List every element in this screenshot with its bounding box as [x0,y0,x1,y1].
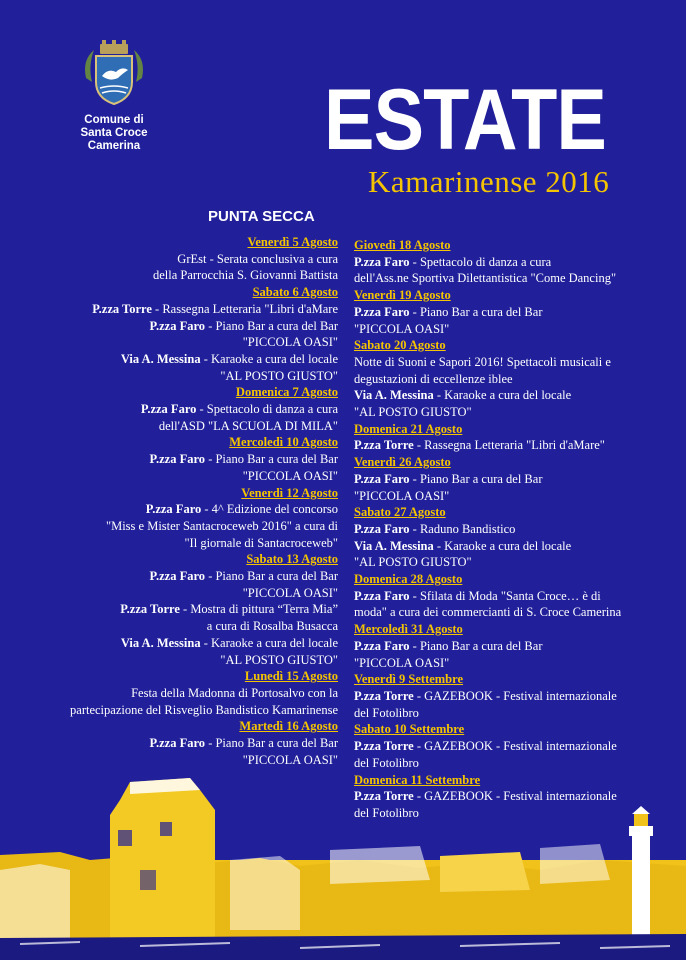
event-venue: Via A. Messina [120,635,201,650]
event-venue: P.zza Faro [354,521,410,536]
event-venue: P.zza Torre [354,789,414,804]
event-description: del Fotolibro [354,805,419,820]
event-description: "PICCOLA OASI" [242,335,338,350]
event-description: "Il giornale di Santacroceweb" [184,535,338,550]
event-line [354,705,674,722]
events-column-right [354,237,674,822]
event-description: - Raduno Bandistico [409,521,516,536]
event-date: Sabato 27 Agosto [354,505,446,520]
event-description: partecipazione del Risveglio Bandistico Kamarinense [70,702,338,717]
event-date: Mercoledì 31 Agosto [354,622,463,637]
event-description: - Rassegna Letteraria "Libri d'aMare" [413,438,605,453]
event-line [354,354,674,371]
event-date: Venerdì 12 Agosto [241,485,338,500]
event-venue: P.zza Faro [354,471,410,486]
event-description: "PICCOLA OASI" [242,585,338,600]
event-description: del Fotolibro [354,705,419,720]
municipality-name [62,114,166,153]
event-description: - GAZEBOOK - Festival internazionale [413,688,617,703]
location-heading: PUNTA SECCA [208,208,315,225]
event-line [30,334,338,351]
event-date: Martedì 16 Agosto [239,719,338,734]
event-line [354,588,674,605]
event-venue: P.zza Torre [92,301,152,316]
event-date: Domenica 7 Agosto [235,385,338,400]
event-line [30,418,338,435]
event-line [354,304,674,321]
event-description: - Karaoke a cura del locale [433,388,572,403]
event-description: degustazioni di eccellenze iblee [354,371,513,386]
event-line [354,371,674,388]
event-date: Sabato 6 Agosto [252,285,338,300]
event-line [354,738,674,755]
municipality-line: Camerina [87,140,141,152]
event-line [30,585,338,602]
event-line [30,702,338,719]
event-line [30,618,338,635]
event-description: - Karaoke a cura del locale [200,635,338,650]
event-date: Sabato 10 Settembre [354,722,465,737]
event-venue: P.zza Torre [354,688,414,703]
event-venue: P.zza Faro [149,452,206,467]
event-line [30,368,338,385]
event-line [30,451,338,468]
event-line [30,518,338,535]
event-date: Sabato 13 Agosto [246,552,338,567]
event-venue: P.zza Faro [354,254,410,269]
event-description: - Piano Bar a cura del Bar [205,569,338,584]
event-venue: P.zza Faro [354,304,410,319]
event-venue: P.zza Torre [354,739,414,754]
event-description: "PICCOLA OASI" [354,655,450,670]
event-line [354,404,674,421]
event-line [30,251,338,268]
event-description: - Sfilata di Moda "Santa Croce… è di [409,588,601,603]
event-venue: Via A. Messina [354,388,434,403]
event-line [30,401,338,418]
event-description: - Spettacolo di danza a cura [409,254,552,269]
event-description: - Piano Bar a cura del Bar [409,471,543,486]
event-date: Giovedì 18 Agosto [354,238,451,252]
event-line [354,538,674,555]
poster-subtitle: Kamarinense 2016 [368,164,610,199]
event-description: - Karaoke a cura del locale [200,351,338,366]
event-date: Lunedì 15 Agosto [244,669,338,684]
event-description: - Karaoke a cura del locale [433,538,572,553]
event-description: della Parrocchia S. Giovanni Battista [152,268,338,283]
event-description: "PICCOLA OASI" [354,321,450,336]
event-description: "Miss e Mister Santacroceweb 2016" a cura di [105,518,338,533]
event-description: - Mostra di pittura “Terra Mia” [179,602,338,617]
event-description: - Rassegna Letteraria "Libri d'aMare [151,301,338,316]
event-description: moda" a cura dei commercianti di S. Croce Camerina [354,605,622,620]
event-description: a cura di Rosalba Busacca [206,619,338,634]
event-venue: P.zza Faro [354,638,410,653]
event-line [354,488,674,505]
event-line [30,301,338,318]
event-description: "AL POSTO GIUSTO" [354,555,472,570]
event-description: "PICCOLA OASI" [242,752,338,767]
coat-of-arms-icon [78,38,150,110]
event-venue: P.zza Faro [140,402,197,417]
event-line [30,568,338,585]
event-line [354,471,674,488]
event-venue: P.zza Torre [120,602,180,617]
event-venue: P.zza Faro [149,569,206,584]
event-line [354,387,674,404]
event-description: - Piano Bar a cura del Bar [409,304,543,319]
event-line [30,267,338,284]
event-description: - GAZEBOOK - Festival internazionale [413,739,617,754]
event-description: Festa della Madonna di Portosalvo con la [131,685,338,700]
event-venue: P.zza Faro [145,502,202,517]
event-description: del Fotolibro [354,755,419,770]
event-description: "PICCOLA OASI" [354,488,450,503]
municipality-line: Comune di [84,114,144,126]
event-description: "PICCOLA OASI" [242,468,338,483]
event-date: Domenica 11 Settembre [354,772,481,787]
event-line [30,735,338,752]
event-date: Domenica 28 Agosto [354,572,463,587]
event-venue: P.zza Faro [149,736,206,751]
event-description: GrEst - Serata conclusiva a cura [177,251,338,266]
event-date: Venerdì 26 Agosto [354,455,451,470]
event-line [30,601,338,618]
event-date: Sabato 20 Agosto [354,338,446,353]
event-line [30,685,338,702]
event-description: - 4^ Edizione del concorso [201,502,338,517]
event-line [354,554,674,571]
municipality-line: Santa Croce [80,127,148,139]
event-line [354,321,674,338]
event-line [354,638,674,655]
event-line [30,351,338,368]
event-description: - GAZEBOOK - Festival internazionale [413,789,617,804]
event-line [30,635,338,652]
event-line [354,521,674,538]
event-date: Venerdì 9 Settembre [354,672,464,687]
event-description: - Piano Bar a cura del Bar [409,638,543,653]
event-line [354,655,674,672]
event-description: "AL POSTO GIUSTO" [354,405,472,420]
event-line [354,254,674,271]
event-venue: Via A. Messina [120,351,201,366]
event-venue: P.zza Torre [354,438,414,453]
events-column-left [30,234,338,769]
event-date: Domenica 21 Agosto [354,421,463,436]
event-description: - Piano Bar a cura del Bar [205,736,338,751]
event-line [30,501,338,518]
event-line [354,604,674,621]
event-date: Venerdì 5 Agosto [247,235,338,249]
event-line [354,688,674,705]
event-description: - Spettacolo di danza a cura [196,402,338,417]
event-date: Venerdì 19 Agosto [354,288,451,303]
event-line [354,437,674,454]
event-venue: P.zza Faro [149,318,206,333]
event-line [30,535,338,552]
event-description: dell'ASD "LA SCUOLA DI MILA" [158,418,338,433]
event-date: Mercoledì 10 Agosto [229,435,338,450]
event-description: - Piano Bar a cura del Bar [205,452,338,467]
event-description: "AL POSTO GIUSTO" [220,652,338,667]
event-venue: Via A. Messina [354,538,434,553]
event-line [30,318,338,335]
event-description: dell'Ass.ne Sportiva Dilettantistica "Come Dancing" [354,271,617,286]
village-lighthouse-silhouette [0,760,686,960]
event-line [30,652,338,669]
poster-title: ESTATE [323,72,607,168]
event-description: Notte di Suoni e Sapori 2016! Spettacoli musicali e [354,354,611,369]
event-description: "AL POSTO GIUSTO" [220,368,338,383]
event-line [354,270,674,287]
event-line [30,468,338,485]
event-description: - Piano Bar a cura del Bar [205,318,338,333]
event-venue: P.zza Faro [354,588,410,603]
